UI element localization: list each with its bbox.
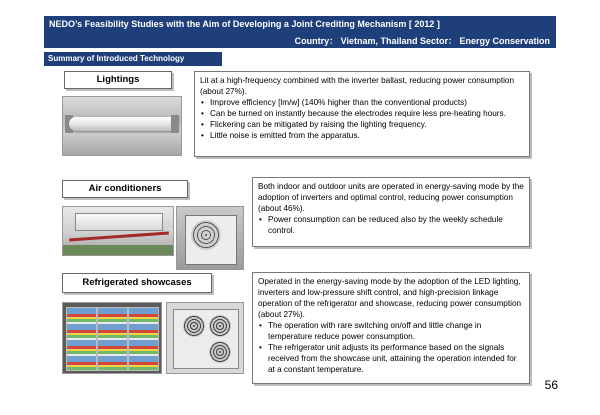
lighting-tube-photo	[62, 96, 182, 156]
lightings-bullet: • Improve efficiency [lm/w] (140% higher than the conventional products)	[200, 97, 524, 108]
page-number: 56	[544, 378, 558, 392]
slide-title: NEDO’s Feasibility Studies with the Aim of Developing a Joint Crediting Mechanism [ 2012 ]	[49, 19, 440, 29]
air-conditioners-bullet: • Power consumption can be reduced also by the weekly schedule control.	[258, 214, 524, 236]
outdoor-ac-unit-photo	[176, 206, 244, 270]
summary-label: Summary of Introduced Technology	[44, 52, 222, 66]
showcase-photo	[62, 302, 162, 374]
refrigerated-showcases-intro: Operated in the energy-saving mode by the adoption of the LED lighting, inverters and low-pressure shift control, and high-precision linkage operation of the refrigerator and showcase, reducing power consumption (about 27%).	[258, 277, 522, 319]
air-conditioners-description	[252, 177, 530, 247]
slide-header	[44, 16, 556, 48]
refrigerator-unit-photo	[166, 302, 244, 374]
lightings-intro: Lit at a high-frequency combined with the inverter ballast, reducing power consumption (about 27%).	[200, 76, 515, 96]
refrigerated-showcases-bullet: • The refrigerator unit adjusts its performance based on the signals received from the showcase unit, attaining the operation intended for at a constant temperature.	[258, 342, 524, 375]
air-conditioners-label: Air conditioners	[62, 180, 188, 198]
lightings-bullet: • Can be turned on instantly because the electrodes require less pre-heating hours.	[200, 108, 524, 119]
lightings-bullet: • Flickering can be mitigated by raising the lighting frequency.	[200, 119, 524, 130]
refrigerated-showcases-label: Refrigerated showcases	[62, 273, 212, 293]
lightings-label: Lightings	[64, 71, 172, 89]
lightings-description	[194, 71, 530, 157]
refrigerated-showcases-description	[252, 272, 530, 384]
indoor-ac-unit-photo	[62, 206, 174, 256]
lightings-bullet: • Little noise is emitted from the apparatus.	[200, 130, 524, 141]
refrigerated-showcases-bullet: • The operation with rare switching on/off and little change in temperature reduce power consumption.	[258, 320, 524, 342]
slide-subtitle: Country： Vietnam, Thailand Sector： Energy Conservation	[294, 36, 550, 46]
air-conditioners-intro: Both indoor and outdoor units are operated in energy-saving mode by the adoption of inverters and optimal control, reducing power consumption (about 46%).	[258, 182, 524, 213]
